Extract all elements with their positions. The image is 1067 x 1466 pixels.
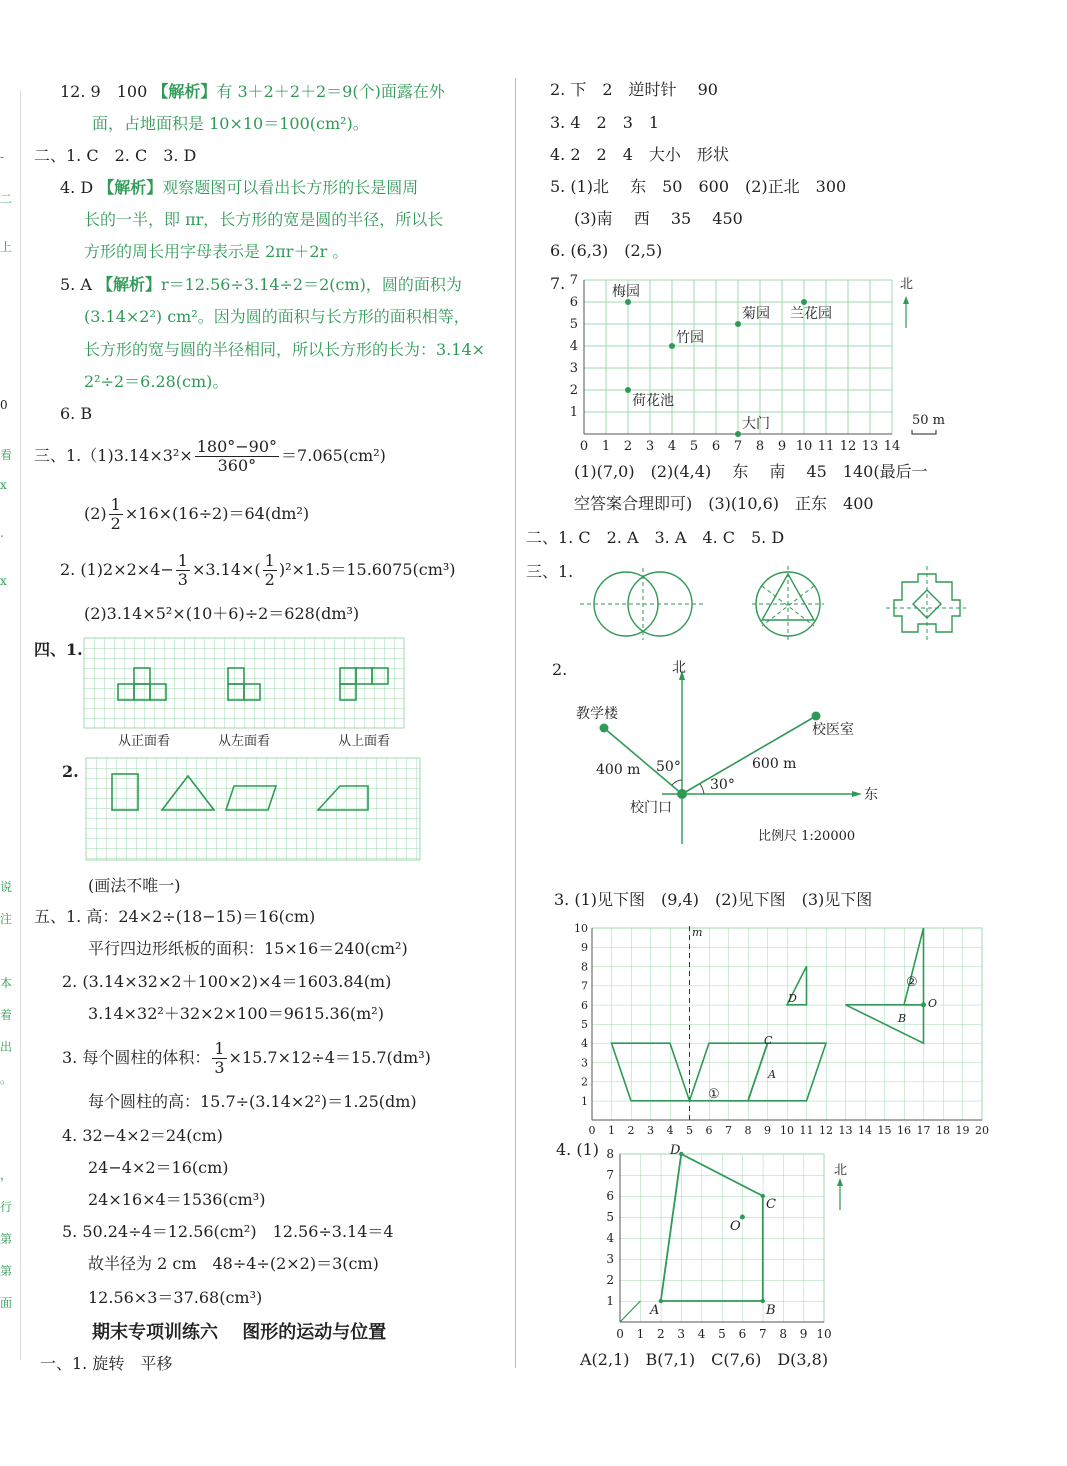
axis-tick-label: 1 bbox=[569, 405, 578, 420]
answer-line: 五、1. 高：24×2÷(18−15)＝16(cm) bbox=[34, 907, 316, 926]
answer-line: A(2,1) B(7,1) C(7,6) D(3,8) bbox=[580, 1350, 829, 1369]
axis-tick-label: 9 bbox=[777, 439, 787, 454]
map-point bbox=[735, 321, 741, 327]
formula-line: 三、1.（1)3.14×3²× $\frac{180^\circ-90^\circ}{360^\circ}$ ＝7.065(cm²) bbox=[34, 437, 386, 475]
answer-line: 2²÷2＝6.28(cm)。 bbox=[84, 372, 229, 391]
axis-tick-label: 0 bbox=[588, 1124, 596, 1137]
map-point bbox=[625, 387, 631, 393]
answer-line: 6. B bbox=[60, 404, 93, 423]
angle-label: 30° bbox=[710, 777, 735, 793]
answer-line: (3)南 西 35 450 bbox=[574, 209, 743, 228]
margin-fragment: 0 bbox=[0, 398, 8, 412]
axis-tick-label: 14 bbox=[883, 439, 901, 454]
column-divider bbox=[515, 78, 516, 1368]
axis-tick-label: 2 bbox=[581, 1075, 588, 1089]
margin-fragment: - bbox=[0, 150, 5, 164]
axis-tick-label: 3 bbox=[647, 1124, 654, 1137]
margin-fragment: 着 bbox=[0, 1008, 13, 1022]
answer-line: 二、1. C 2. C 3. D bbox=[34, 146, 197, 165]
point-label: C bbox=[766, 1197, 776, 1212]
transform-grid-figure bbox=[560, 920, 989, 1137]
axis-tick-label: 8 bbox=[779, 1327, 788, 1341]
axis-tick-label: 11 bbox=[799, 1124, 814, 1137]
margin-fragment: 说 bbox=[0, 880, 13, 894]
axis-tick-label: 10 bbox=[795, 439, 813, 454]
question-number: 7. bbox=[550, 274, 566, 293]
axis-tick-label: 1 bbox=[581, 1094, 588, 1108]
axis-tick-label: 10 bbox=[816, 1327, 832, 1341]
axis-tick-label: 7 bbox=[569, 273, 578, 288]
page-edge-line bbox=[20, 90, 21, 1360]
margin-fragment: ， bbox=[0, 1168, 13, 1182]
point-label: D bbox=[670, 1143, 681, 1158]
fraction: $\frac{1}{2}$ bbox=[264, 551, 275, 589]
svg-text:50 m: 50 m bbox=[912, 413, 946, 428]
axis-tick-label: 0 bbox=[616, 1327, 624, 1341]
map-label: 菊园 bbox=[742, 306, 770, 322]
answer-line: (3.14×2²) cm²。因为圆的面积与长方形的面积相等， bbox=[84, 307, 470, 326]
building-label: 校医室 bbox=[812, 722, 854, 738]
note: (画法不唯一) bbox=[88, 876, 181, 895]
answer-line: 6. (6,3) (2,5) bbox=[550, 241, 663, 260]
axis-tick-label: 8 bbox=[606, 1147, 614, 1161]
axis-tick-label: 2 bbox=[606, 1273, 614, 1287]
margin-fragment: 第 bbox=[0, 1232, 13, 1246]
axis-tick-label: 9 bbox=[581, 941, 588, 955]
map-label: 梅园 bbox=[612, 284, 640, 300]
question-number: 四、1. bbox=[34, 640, 83, 659]
map-point bbox=[801, 299, 807, 305]
axis-tick-label: 1 bbox=[601, 439, 611, 454]
axis-tick-label: 6 bbox=[711, 439, 721, 454]
axis-tick-label: 9 bbox=[764, 1124, 771, 1137]
distance-label: 400 m bbox=[596, 762, 641, 778]
axis-tick-label: 8 bbox=[744, 1124, 752, 1137]
shape-label: ② bbox=[906, 975, 918, 990]
north-arrow bbox=[900, 277, 913, 328]
point-label: O bbox=[730, 1219, 741, 1234]
north-label: 北 bbox=[672, 660, 686, 676]
shape-label: ① bbox=[708, 1087, 720, 1102]
section-title: 期末专项训练六 图形的运动与位置 bbox=[92, 1322, 387, 1343]
shape-label: D bbox=[788, 992, 797, 1005]
margin-fragment: x bbox=[0, 478, 7, 492]
axis-tick-label: 2 bbox=[627, 1124, 635, 1137]
answer-line: (1)(7,0) (2)(4,4) 东 南 45 140(最后一 bbox=[574, 462, 928, 481]
margin-fragment: . bbox=[0, 526, 4, 540]
question-number: 4. (1) bbox=[556, 1140, 600, 1159]
axis-tick-label: 7 bbox=[581, 979, 588, 993]
svg-text:北: 北 bbox=[900, 277, 914, 292]
question-number: 三、1. bbox=[526, 562, 574, 581]
axis-label-m: m bbox=[692, 926, 703, 939]
axis-tick-label: 5 bbox=[569, 317, 578, 332]
axis-tick-label: 17 bbox=[916, 1124, 931, 1137]
map-point bbox=[669, 343, 675, 349]
answer-line: 长的一半，即 πr，长方形的宽是圆的半径，所以长 bbox=[84, 210, 444, 229]
axis-tick-label: 10 bbox=[574, 922, 588, 935]
answer-line: 空答案合理即可) (3)(10,6) 正东 400 bbox=[574, 494, 874, 513]
axis-tick-label: 5 bbox=[689, 439, 699, 454]
angle-label: 50° bbox=[656, 759, 681, 775]
answer-line: 24−4×2＝16(cm) bbox=[88, 1158, 229, 1177]
answer-line: 面，占地面积是 10×10＝100(cm²)。 bbox=[92, 114, 369, 133]
axis-tick-label: 10 bbox=[780, 1124, 794, 1137]
quadrilateral-grid-figure bbox=[596, 1140, 876, 1350]
answer-line: 5. 50.24÷4＝12.56(cm²) 12.56÷3.14＝4 bbox=[62, 1222, 394, 1241]
axis-tick-label: 13 bbox=[838, 1124, 853, 1137]
axis-tick-label: 20 bbox=[975, 1124, 989, 1137]
scale-bar bbox=[912, 413, 945, 434]
axis-tick-label: 4 bbox=[697, 1327, 706, 1341]
answer-line: 二、1. C 2. A 3. A 4. C 5. D bbox=[526, 528, 785, 547]
axis-tick-label: 6 bbox=[569, 295, 578, 310]
axis-tick-label: 18 bbox=[936, 1124, 950, 1137]
map-label: 大门 bbox=[742, 416, 770, 432]
axis-tick-label: 0 bbox=[579, 439, 589, 454]
answer-line: 5. A 【解析】r＝12.56÷3.14÷2＝2(cm)，圆的面积为 bbox=[60, 275, 462, 294]
answer-line: 3.14×32²＋32×2×100＝9615.36(m²) bbox=[88, 1004, 384, 1023]
axis-tick-label: 1 bbox=[606, 1294, 614, 1308]
point-label: B bbox=[766, 1303, 776, 1318]
axis-tick-label: 12 bbox=[839, 439, 857, 454]
axis-tick-label: 13 bbox=[861, 439, 879, 454]
direction-figure bbox=[570, 656, 900, 856]
answer-line: 2. (3.14×32×2＋100×2)×4＝1603.84(m) bbox=[62, 972, 392, 991]
answer-line: 长方形的宽与圆的半径相同，所以长方形的长为：3.14× bbox=[84, 340, 486, 359]
axis-tick-label: 9 bbox=[799, 1327, 808, 1341]
axis-tick-label: 5 bbox=[606, 1210, 614, 1224]
fraction: $\frac{1}{3}$ bbox=[177, 551, 188, 589]
axis-tick-label: 3 bbox=[677, 1327, 686, 1341]
answer-line: 平行四边形纸板的面积：15×16＝240(cm²) bbox=[88, 939, 408, 958]
axis-tick-label: 2 bbox=[623, 439, 633, 454]
axis-tick-label: 7 bbox=[758, 1327, 767, 1341]
axis-tick-label: 3 bbox=[581, 1056, 588, 1070]
scale-label: 比例尺 1:20000 bbox=[758, 829, 856, 844]
axis-tick-label: 5 bbox=[581, 1018, 588, 1031]
shape-label: B bbox=[898, 1012, 907, 1025]
fraction: $\frac{180^\circ-90^\circ}{360^\circ}$ bbox=[196, 437, 278, 475]
question-number: 2. bbox=[62, 762, 79, 781]
point-label: C bbox=[764, 1034, 773, 1047]
margin-fragment: 行 bbox=[0, 1200, 13, 1214]
axis-tick-label: 3 bbox=[645, 439, 655, 454]
map-label: 荷花池 bbox=[632, 393, 674, 409]
axis-tick-label: 6 bbox=[705, 1124, 713, 1137]
east-label: 东 bbox=[864, 787, 878, 803]
answer-line: 4. D 【解析】观察题图可以看出长方形的长是圆周 bbox=[60, 178, 419, 197]
park-map-figure bbox=[540, 270, 980, 460]
axis-tick-label: 2 bbox=[656, 1327, 665, 1341]
margin-fragment: x bbox=[0, 574, 7, 588]
axis-tick-label: 4 bbox=[581, 1037, 588, 1051]
margin-fragment: 看 bbox=[0, 448, 13, 462]
axis-tick-label: 5 bbox=[686, 1124, 693, 1137]
margin-fragment: 。 bbox=[0, 1072, 13, 1086]
answer-line: 4. 32−4×2＝24(cm) bbox=[62, 1126, 223, 1145]
fraction: $\frac{1}{2}$ bbox=[110, 495, 121, 533]
axis-tick-label: 4 bbox=[606, 1231, 614, 1245]
answer-line: 3. (1)见下图 (9,4) (2)见下图 (3)见下图 bbox=[554, 890, 873, 909]
answer-line: 24×16×4＝1536(cm³) bbox=[88, 1190, 266, 1209]
view-label: 从正面看 bbox=[118, 734, 171, 749]
axis-tick-label: 3 bbox=[569, 361, 578, 376]
answer-line: 4. 2 2 4 大小 形状 bbox=[550, 145, 729, 164]
fraction: $\frac{1}{3}$ bbox=[214, 1039, 225, 1077]
answer-line: 3. 4 2 3 1 bbox=[550, 113, 660, 132]
axis-tick-label: 3 bbox=[606, 1252, 614, 1266]
formula-line: 2. (1)2×2×4− $\frac{1}{3}$ ×3.14×( $\frac{1}{2}$ )²×1.5＝15.6075(cm³) bbox=[60, 551, 456, 589]
axis-tick-label: 14 bbox=[858, 1124, 872, 1137]
axis-tick-label: 1 bbox=[608, 1124, 615, 1137]
answer-line: 故半径为 2 cm 48÷4÷(2×2)＝3(cm) bbox=[88, 1254, 379, 1273]
view-label: 从上面看 bbox=[338, 734, 391, 749]
answer-line: 2. 下 2 逆时针 90 bbox=[550, 80, 718, 99]
formula-line: (2) $\frac{1}{2}$ ×16×(16÷2)＝64(dm²) bbox=[84, 495, 310, 533]
shape-label: A bbox=[768, 1068, 776, 1081]
axis-tick-label: 16 bbox=[897, 1124, 911, 1137]
axis-tick-label: 4 bbox=[666, 1124, 674, 1137]
axis-tick-label: 6 bbox=[606, 1189, 614, 1203]
margin-fragment: 注 bbox=[0, 912, 13, 926]
margin-fragment: 第 bbox=[0, 1264, 13, 1278]
answer-line: 每个圆柱的高：15.7÷(3.14×2²)＝1.25(dm) bbox=[88, 1092, 417, 1111]
answer-line: 12. 9 100 【解析】有 3＋2＋2＋2＝9(个)面露在外 bbox=[60, 82, 445, 101]
map-label: 兰花园 bbox=[790, 306, 832, 322]
north-arrow bbox=[834, 1163, 847, 1210]
views-grid-figure bbox=[84, 638, 406, 730]
axis-tick-label: 8 bbox=[755, 439, 765, 454]
axis-tick-label: 7 bbox=[606, 1168, 614, 1182]
margin-fragment: 二 bbox=[0, 192, 13, 206]
point-label: A bbox=[650, 1303, 660, 1318]
view-label: 从左面看 bbox=[218, 734, 271, 749]
axis-tick-label: 7 bbox=[725, 1124, 732, 1137]
map-label: 竹园 bbox=[676, 330, 704, 346]
formula-line: (2)3.14×5²×(10＋6)÷2＝628(dm³) bbox=[84, 604, 360, 623]
axis-tick-label: 2 bbox=[569, 383, 578, 398]
axis-tick-label: 6 bbox=[738, 1327, 747, 1341]
origin-label: 校门口 bbox=[630, 800, 672, 816]
distance-label: 600 m bbox=[752, 756, 797, 772]
axis-tick-label: 4 bbox=[569, 339, 578, 354]
axis-tick-label: 4 bbox=[667, 439, 677, 454]
margin-fragment: 本 bbox=[0, 976, 13, 990]
formula-line: 3. 每个圆柱的体积： $\frac{1}{3}$ ×15.7×12÷4＝15.7(dm³) bbox=[62, 1039, 431, 1077]
axis-tick-label: 8 bbox=[581, 960, 588, 974]
answer-line: 方形的周长用字母表示是 2πr＋2r 。 bbox=[84, 242, 349, 261]
map-point bbox=[735, 431, 741, 437]
axis-tick-label: 6 bbox=[581, 998, 588, 1012]
answer-line: 12.56×3＝37.68(cm³) bbox=[88, 1288, 263, 1307]
point-label: O bbox=[928, 997, 938, 1010]
margin-fragment: 出 bbox=[0, 1040, 13, 1054]
axis-tick-label: 11 bbox=[817, 439, 835, 454]
question-number: 2. bbox=[552, 660, 568, 679]
axis-tick-label: 12 bbox=[819, 1124, 833, 1137]
margin-fragment: 面 bbox=[0, 1296, 13, 1310]
axis-tick-label: 5 bbox=[718, 1327, 726, 1341]
axis-tick-label: 15 bbox=[877, 1124, 892, 1137]
symmetry-figures bbox=[576, 566, 966, 642]
svg-text:北: 北 bbox=[834, 1163, 848, 1178]
answer-line: 一、1. 旋转 平移 bbox=[40, 1354, 173, 1373]
margin-fragment: 上 bbox=[0, 240, 13, 254]
building-label: 教学楼 bbox=[576, 706, 618, 722]
answer-line: 5. (1)北 东 50 600 (2)正北 300 bbox=[550, 177, 847, 196]
axis-tick-label: 7 bbox=[733, 439, 743, 454]
shapes-grid-figure bbox=[86, 758, 422, 862]
axis-tick-label: 19 bbox=[955, 1124, 970, 1137]
axis-tick-label: 1 bbox=[636, 1327, 645, 1341]
